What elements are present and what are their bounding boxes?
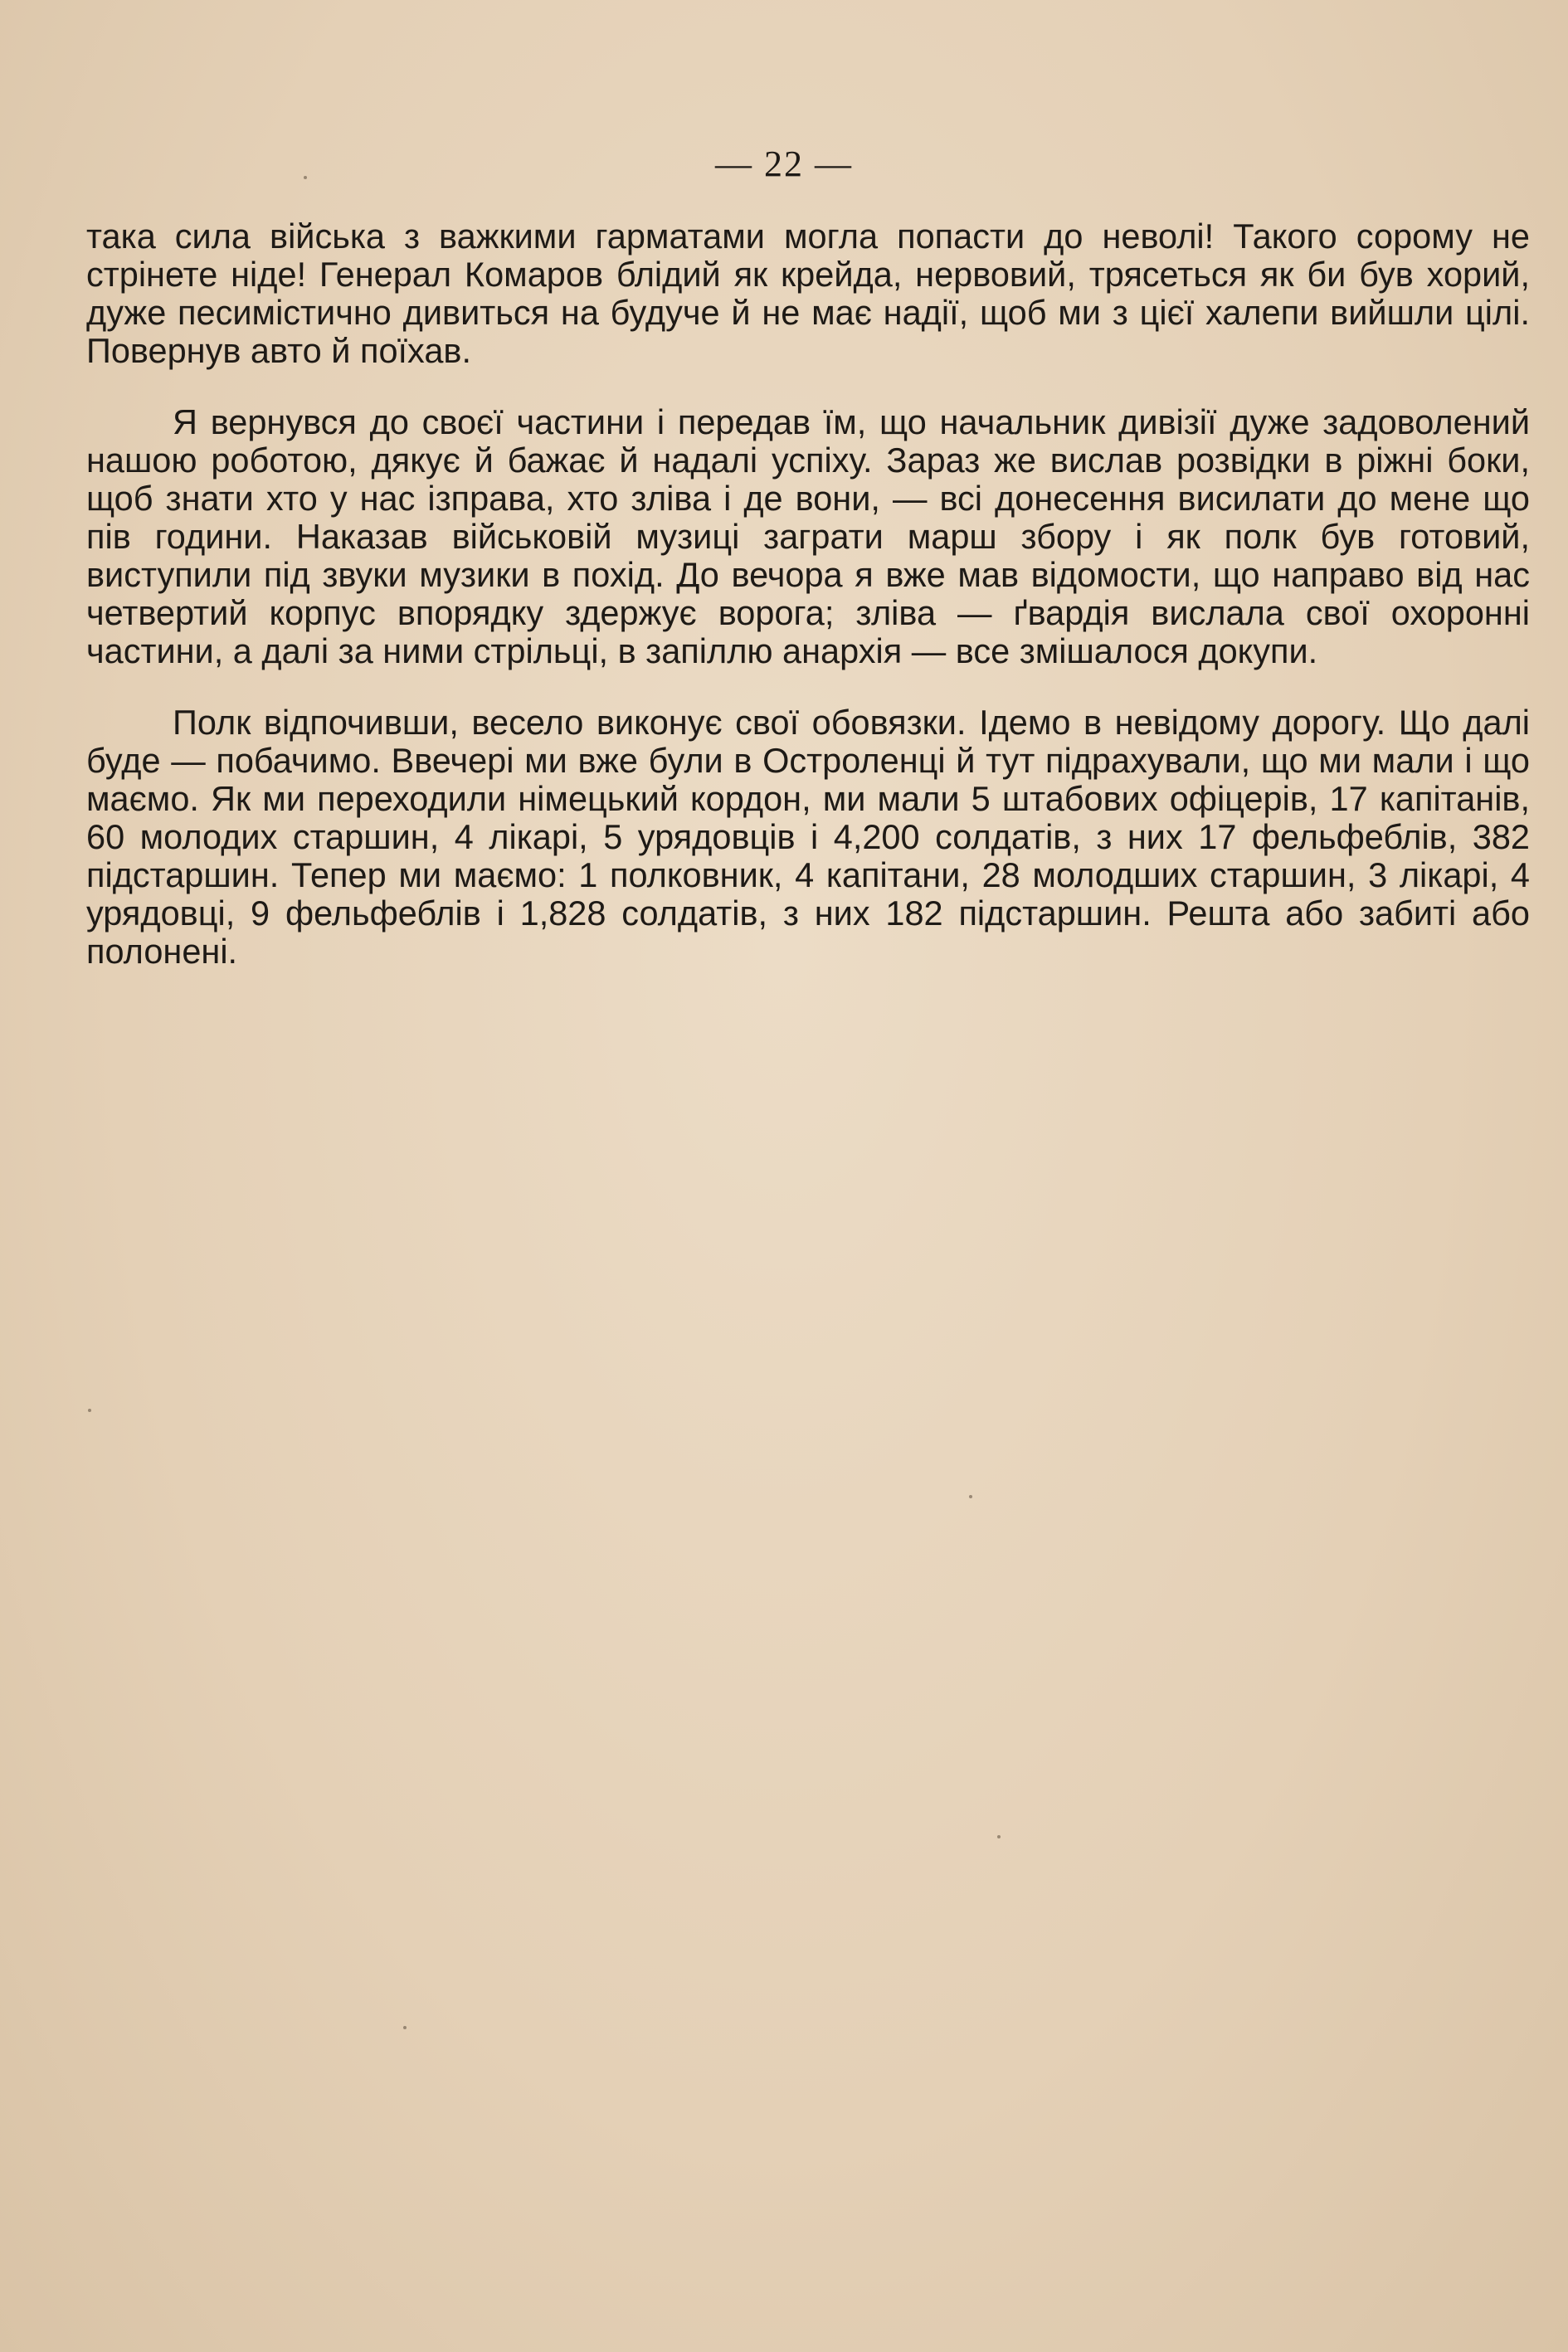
paragraph-1: така сила війська з важкими гарматами могла попасти до неволі! Такого сорому не стрінете ніде! Генерал Комаров блідий як крейда, нервовий, трясеться як би був хорий, дуже песимістично дивиться на будуче й не має надії, щоб ми з цієї халепи вийшли цілі. Повернув авто й поїхав. — [86, 217, 1530, 370]
paper-speck — [403, 2026, 407, 2029]
page-number: — 22 — — [715, 144, 853, 184]
paper-speck — [304, 176, 307, 179]
paper-speck — [969, 1495, 972, 1498]
paragraph-2: Я вернувся до своєї частини і передав їм, що начальник дивізії дуже задоволений нашою роботою, дякує й бажає й надалі успіху. Зараз же вислав розвідки в ріжні боки, щоб знати хто у нас ізправа, хто зліва і де вони, — всі донесення висилати до мене що пів години. Наказав військовій музиці заграти марш збору і як полк був готовий, виступили під звуки музики в похід. До вечора я вже мав відомости, що направо від нас четвертий корпус впорядку здержує ворога; зліва — ґвардія вислала свої охоронні частини, а далі за ними стрільці, в запіллю анархія — все змішалося докупи. — [86, 402, 1530, 670]
paper-speck — [997, 1835, 1001, 1838]
page-body — [86, 217, 1530, 971]
paragraph-3: Полк відпочивши, весело виконує свої обовязки. Ідемо в невідому дорогу. Що далі буде — побачимо. Ввечері ми вже були в Остроленці й тут підрахували, що ми мали і що маємо. Як ми переходили німецький кордон, ми мали 5 штабових офіцерів, 17 капітанів, 60 молодих старшин, 4 лікарі, 5 урядовців і 4,200 солдатів, з них 17 фельфеблів, 382 підстаршин. Тепер ми маємо: 1 полковник, 4 капітани, 28 молодших старшин, 3 лікарі, 4 урядовці, 9 фельфеблів і 1,828 солдатів, з них 182 підстаршин. Решта або забиті або полонені. — [86, 703, 1530, 971]
paper-speck — [88, 1409, 91, 1412]
